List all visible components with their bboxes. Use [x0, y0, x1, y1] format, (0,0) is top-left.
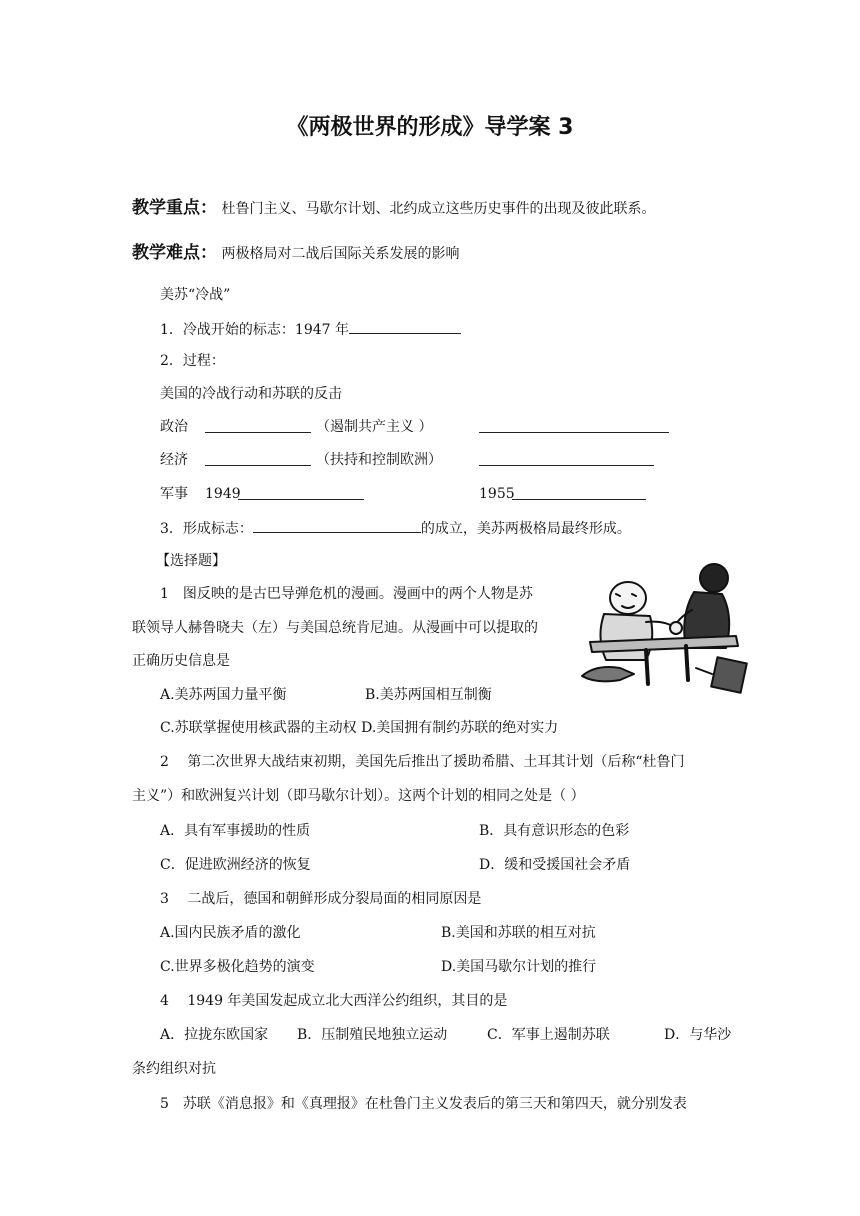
item-3-prefix: 3．形成标志： [160, 521, 253, 537]
q3-option-c: C.世界多极化趋势的演变 [160, 959, 315, 975]
q3-option-d: D.美国马歇尔计划的推行 [441, 959, 597, 975]
military-blank-2 [512, 485, 646, 500]
item-2: 2．过程： [160, 353, 225, 369]
q2-line-1: 2 第二次世界大战结束初期，美国先后推出了援助希腊、土耳其计划（后称“杜鲁门 [160, 754, 685, 770]
politics-blank [205, 418, 311, 433]
key-points-text: 杜鲁门主义、马歇尔计划、北约成立这些历史事件的出现及彼此联系。 [221, 201, 656, 217]
item-3-blank [253, 517, 421, 533]
economy-blank-2 [479, 451, 654, 466]
q4-option-d: D．与华沙 [664, 1027, 732, 1043]
economy-note: （扶持和控制欧洲） [316, 452, 442, 468]
item-1-blank [349, 318, 461, 334]
q2-line-2: 主义”）和欧洲复兴计划（即马歇尔计划）。这两个计划的相同之处是（ ） [132, 788, 585, 804]
q1-options-cd: C.苏联掌握使用核武器的主动权 D.美国拥有制约苏联的绝对实力 [160, 720, 559, 736]
q3-option-b: B.美国和苏联的相互对抗 [441, 925, 596, 941]
q3-option-a: A.国内民族矛盾的激化 [160, 925, 301, 941]
military-year-1: 1949 [205, 486, 241, 502]
military-blank-1 [238, 485, 364, 500]
item-1 [160, 318, 461, 340]
subheading: 美国的冷战行动和苏联的反击 [160, 386, 342, 402]
q2-option-c: C．促进欧洲经济的恢复 [160, 857, 311, 873]
q5-line-1: 5 苏联《消息报》和《真理报》在杜鲁门主义发表后的第三天和第四天，就分别发表 [160, 1096, 687, 1112]
q4-option-b: B．压制殖民地独立运动 [297, 1027, 448, 1043]
section-heading: 美苏“冷战” [160, 287, 231, 303]
politics-label: 政治 [160, 419, 188, 435]
q1-option-a: A.美苏两国力量平衡 [160, 687, 287, 703]
q4-option-a: A．拉拢东欧国家 [160, 1027, 269, 1043]
difficult-points [132, 243, 459, 264]
politics-blank-2 [479, 418, 669, 433]
q4-option-c: C．军事上遏制苏联 [487, 1027, 610, 1043]
q2-option-a: A．具有军事援助的性质 [160, 823, 311, 839]
q4-line-3: 条约组织对抗 [132, 1061, 216, 1077]
q2-option-d: D．缓和受援国社会矛盾 [479, 857, 631, 873]
q3-line-1: 3 二战后，德国和朝鲜形成分裂局面的相同原因是 [160, 891, 482, 907]
cuban-missile-crisis-cartoon [576, 556, 748, 696]
difficult-points-label: 教学难点： [132, 243, 217, 263]
q1-line-3: 正确历史信息是 [132, 653, 230, 669]
economy-blank [205, 451, 311, 466]
military-year-2: 1955 [479, 486, 515, 502]
item-3-suffix: 的成立，美苏两极格局最终形成。 [420, 521, 631, 537]
key-points [132, 198, 655, 219]
economy-label: 经济 [160, 452, 188, 468]
item-3 [160, 517, 631, 539]
choice-header: 【选择题】 [156, 553, 226, 569]
q1-line-2: 联领导人赫鲁晓夫（左）与美国总统肯尼迪。从漫画中可以提取的 [132, 620, 538, 636]
military-label: 军事 [160, 486, 188, 502]
page-title: 《两极世界的形成》导学案 3 [286, 115, 574, 140]
q1-line-1: 1 图反映的是古巴导弹危机的漫画。漫画中的两个人物是苏 [160, 586, 533, 602]
q1-option-b: B.美苏两国相互制衡 [365, 687, 492, 703]
q2-option-b: B．具有意识形态的色彩 [479, 823, 630, 839]
q4-line-1: 4 1949 年美国发起成立北大西洋公约组织，其目的是 [160, 993, 508, 1009]
difficult-points-text: 两极格局对二战后国际关系发展的影响 [221, 246, 460, 262]
key-points-label: 教学重点： [132, 198, 217, 218]
item-1-text: 1．冷战开始的标志：1947 年 [160, 322, 349, 338]
politics-note: （遏制共产主义 ） [316, 419, 433, 435]
